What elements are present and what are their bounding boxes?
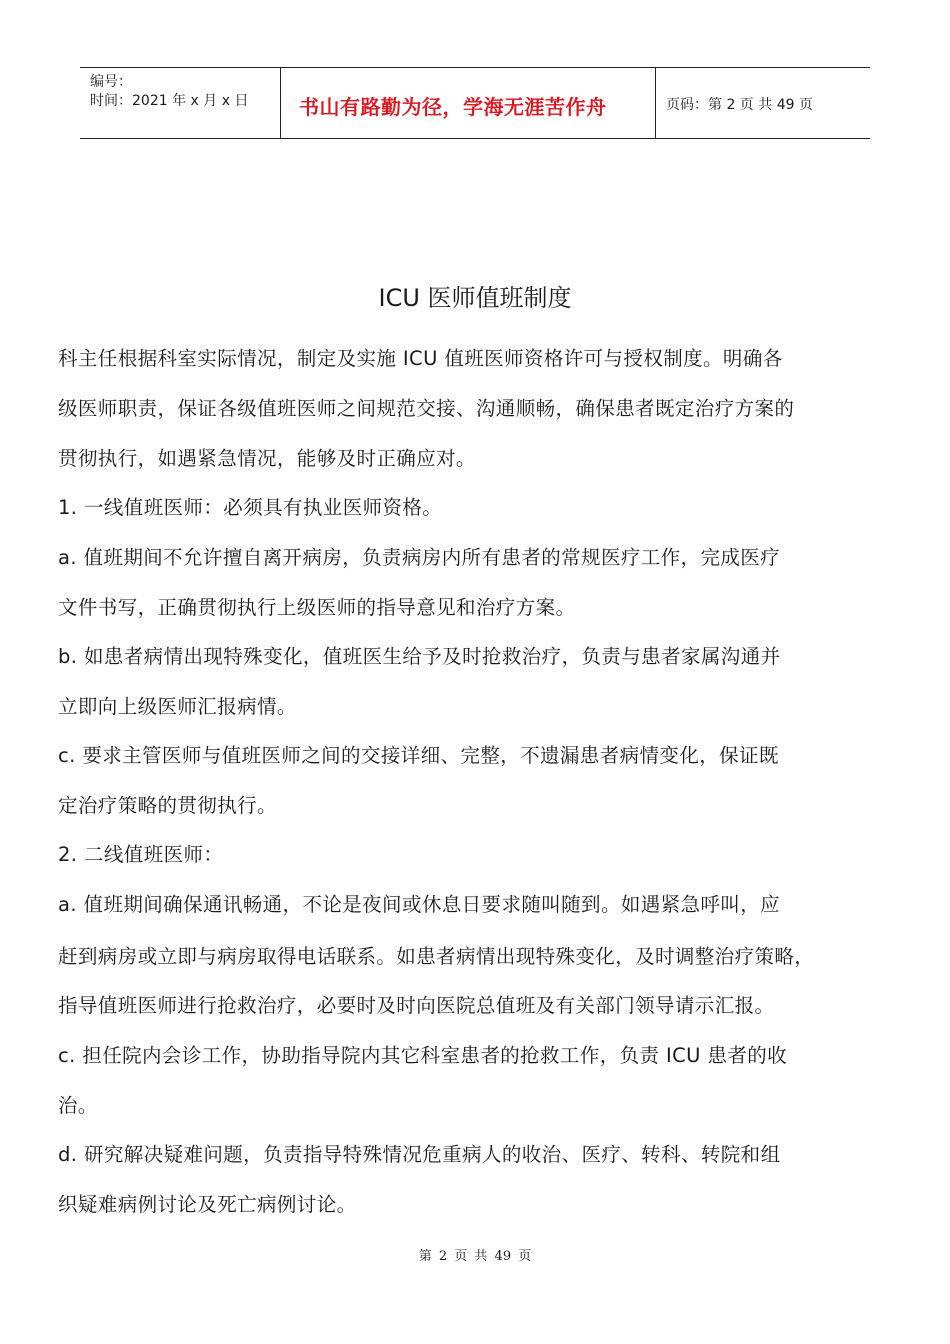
body-line: 2. 二线值班医师： xyxy=(58,843,224,866)
header-page-info: 页码：第 2 页 共 49 页 xyxy=(666,97,813,113)
header-meta-cell xyxy=(80,68,280,138)
document-title: ICU 医师值班制度 xyxy=(378,284,572,312)
header-page-cell xyxy=(656,68,870,138)
body-line: c. 担任院内会诊工作，协助指导院内其它科室患者的抢救工作，负责 ICU 患者的收 xyxy=(58,1044,788,1067)
body-line: 立即向上级医师汇报病情。 xyxy=(58,695,297,718)
body-line: 指导值班医师进行抢救治疗，必要时及时向医院总值班及有关部门领导请示汇报。 xyxy=(58,994,775,1017)
document-date: 时间：2021 年 x 月 x 日 xyxy=(90,93,249,109)
motto-text: 书山有路勤为径，学海无涯苦作舟 xyxy=(299,95,607,119)
body-line: 治。 xyxy=(58,1094,98,1117)
document-number-label: 编号： xyxy=(90,74,132,90)
body-line: a. 值班期间确保通讯畅通，不论是夜间或休息日要求随叫随到。如遇紧急呼叫，应 xyxy=(58,893,781,916)
body-line: 科主任根据科室实际情况，制定及实施 ICU 值班医师资格许可与授权制度。明确各 xyxy=(58,347,783,370)
body-line: 贯彻执行，如遇紧急情况，能够及时正确应对。 xyxy=(58,447,476,470)
body-line: 1. 一线值班医师：必须具有执业医师资格。 xyxy=(58,496,443,519)
body-line: 级医师职责，保证各级值班医师之间规范交接、沟通顺畅，确保患者既定治疗方案的 xyxy=(58,397,795,420)
body-line: 文件书写，正确贯彻执行上级医师的指导意见和治疗方案。 xyxy=(58,596,576,619)
footer-page-number: 第 2 页 共 49 页 xyxy=(418,1249,532,1264)
body-line: b. 如患者病情出现特殊变化，值班医生给予及时抢救治疗，负责与患者家属沟通并 xyxy=(58,645,781,668)
body-line: 织疑难病例讨论及死亡病例讨论。 xyxy=(58,1193,357,1216)
header-table xyxy=(80,67,870,139)
body-line: 定治疗策略的贯彻执行。 xyxy=(58,794,277,817)
header-motto-cell xyxy=(280,68,656,138)
body-line: a. 值班期间不允许擅自离开病房，负责病房内所有患者的常规医疗工作，完成医疗 xyxy=(58,546,781,569)
body-line: d. 研究解决疑难问题，负责指导特殊情况危重病人的收治、医疗、转科、转院和组 xyxy=(58,1143,781,1166)
body-line: c. 要求主管医师与值班医师之间的交接详细、完整，不遗漏患者病情变化，保证既 xyxy=(58,744,779,767)
body-line: 赶到病房或立即与病房取得电话联系。如患者病情出现特殊变化，及时调整治疗策略， xyxy=(58,945,815,968)
